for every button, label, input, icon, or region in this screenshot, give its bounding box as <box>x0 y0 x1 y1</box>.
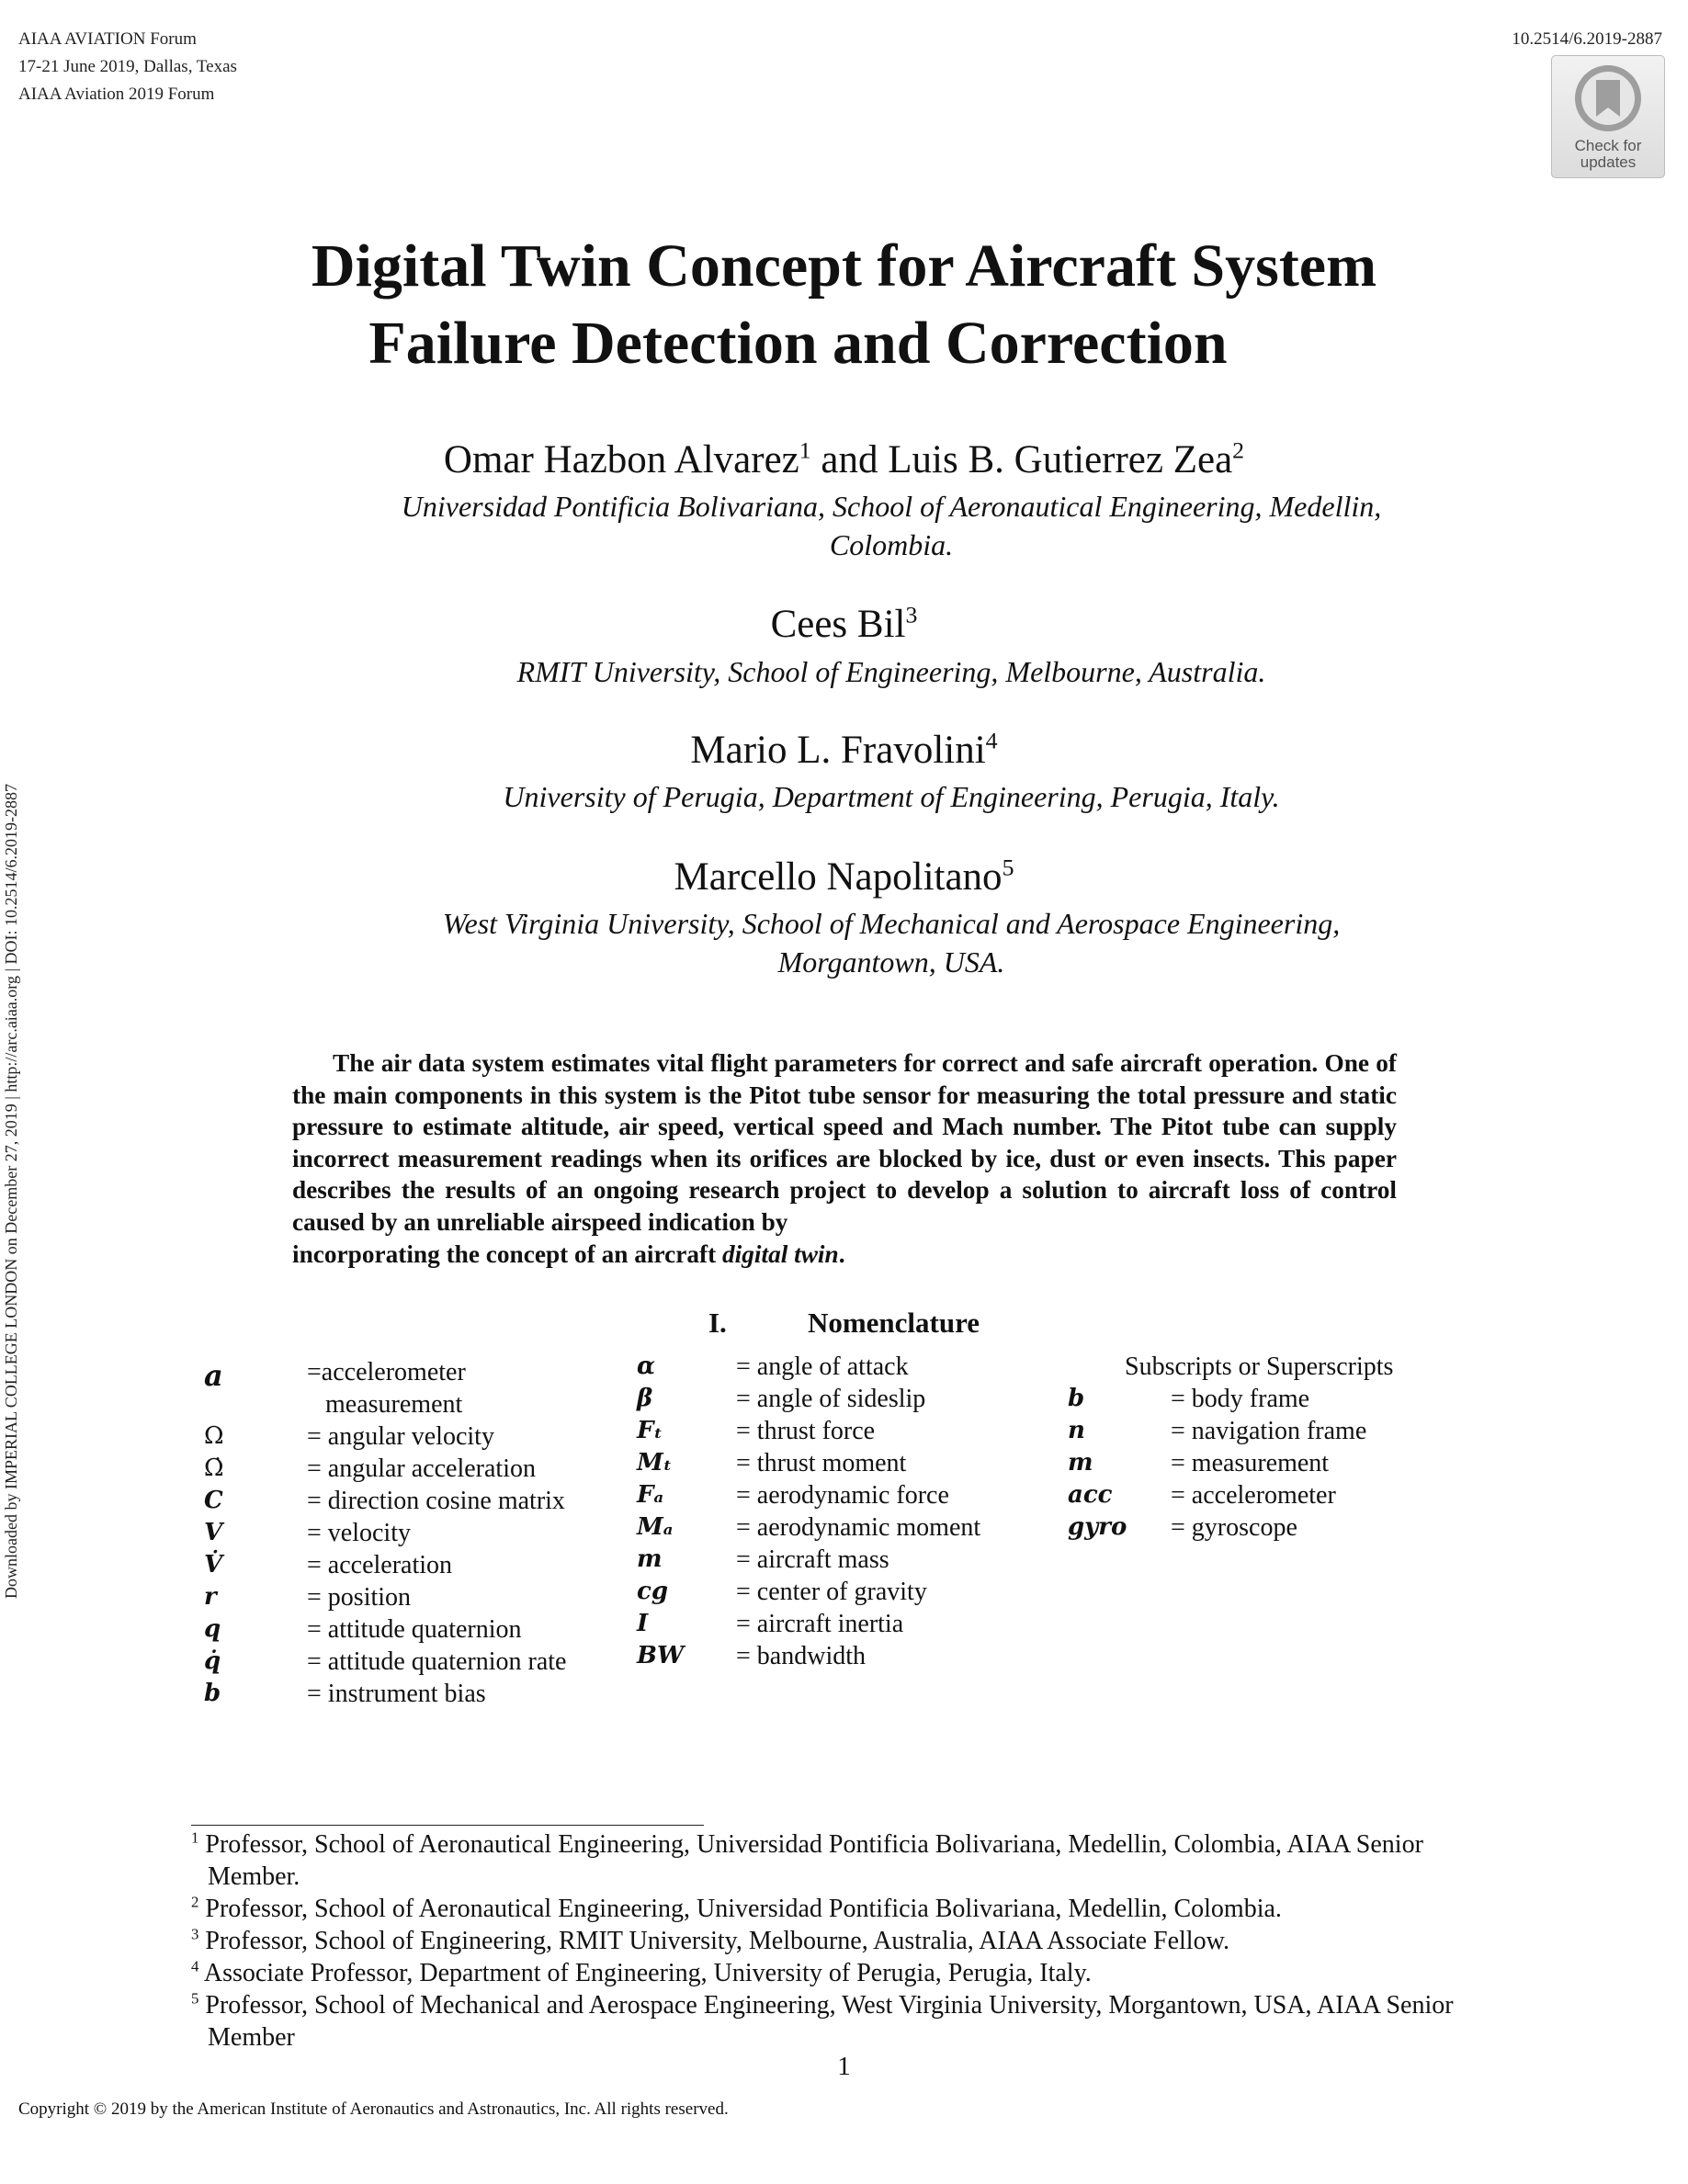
nomenclature-row <box>1068 1449 1490 1481</box>
nomenclature-row <box>204 1680 599 1712</box>
nomenclature-symbol: cg <box>637 1578 669 1605</box>
nomenclature-symbol: m <box>637 1545 663 1573</box>
nomenclature-description: = aerodynamic force <box>736 1481 949 1510</box>
conference-header <box>18 26 237 108</box>
footnote-text: Professor, School of Mechanical and Aerospace Engineering, West Virginia University, Morgantown, USA, AIAA Senior Member <box>198 1991 1454 2052</box>
nomenclature-description: = attitude quaternion <box>307 1615 522 1644</box>
page-number: 1 <box>837 2052 851 2081</box>
nomenclature-description: = body frame <box>1171 1385 1310 1413</box>
nomenclature-symbol: q <box>204 1615 221 1643</box>
nomenclature-row <box>637 1610 1032 1642</box>
footnote-number: 3 <box>191 1925 199 1943</box>
nomenclature-description: = angular acceleration <box>307 1454 536 1483</box>
conference-dates: 17-21 June 2019, Dallas, Texas <box>18 57 237 76</box>
paper-title <box>0 228 1688 382</box>
nomenclature-row <box>637 1545 1032 1578</box>
nomenclature-row <box>1068 1513 1490 1545</box>
nomenclature-symbol: b <box>204 1680 221 1707</box>
nomenclature-symbol: α <box>637 1352 656 1380</box>
footnote <box>191 1957 1496 1989</box>
nomenclature-symbol: Ω <box>204 1422 224 1450</box>
title-line-2: Failure Detection and Correction <box>368 310 1228 377</box>
nomenclature-symbol: I <box>637 1610 649 1637</box>
title-line-1: Digital Twin Concept for Aircraft System <box>311 232 1377 300</box>
nomenclature-symbol: BW <box>637 1642 685 1669</box>
author-name: Cees Bil <box>770 603 906 646</box>
nomenclature-description: = center of gravity <box>736 1578 927 1606</box>
abstract-emphasis: digital twin <box>722 1239 839 1268</box>
footnote-number: 1 <box>191 1828 199 1847</box>
nomenclature-row <box>637 1578 1032 1610</box>
nomenclature-row <box>204 1551 599 1583</box>
nomenclature-symbol: β <box>637 1385 653 1412</box>
affiliation-line: Morgantown, USA. <box>777 945 1005 979</box>
section-title: Nomenclature <box>807 1307 980 1339</box>
affiliation-line: RMIT University, School of Engineering, Melbourne, Australia. <box>516 655 1266 688</box>
affiliation-line: University of Perugia, Department of Engineering, Perugia, Italy. <box>503 780 1280 813</box>
author-sup: 3 <box>905 601 918 628</box>
footnote <box>191 1828 1496 1893</box>
author-sup: 5 <box>1002 854 1014 881</box>
author-line-4 <box>0 854 1688 900</box>
affiliation-4 <box>276 904 1507 981</box>
nomenclature-description: = aircraft inertia <box>736 1610 904 1638</box>
nomenclature-description: = velocity <box>307 1519 411 1547</box>
footnote-text: Professor, School of Aeronautical Engineering, Universidad Pontificia Bolivariana, Medellin, Colombia, AIAA Senior Member. <box>198 1830 1423 1891</box>
footnote-number: 5 <box>191 1989 199 2008</box>
section-number: I. <box>708 1307 727 1339</box>
abstract-body: The air data system estimates vital flight parameters for correct and safe aircraft operation. One of the main components in this system is the Pitot tube sensor for measuring the total pressure and static pressure to estimate altitude, air speed, vertical speed and Mach number. The Pitot tube can supply incorrect measurement readings when its orifices are blocked by ice, dust or even insects. This paper describes the results of an ongoing research project to develop a solution to aircraft loss of control caused by an unreliable airspeed indication by <box>292 1049 1397 1236</box>
abstract-text: . <box>838 1239 845 1268</box>
nomenclature-symbol: q̇ <box>204 1647 221 1675</box>
nomenclature-symbol: Ω̇ <box>204 1454 224 1482</box>
nomenclature-symbol: acc <box>1068 1481 1113 1509</box>
nomenclature-symbol: V <box>204 1519 223 1546</box>
nomenclature-row <box>637 1352 1032 1385</box>
doi-label[interactable]: 10.2514/6.2019-2887 <box>1512 29 1662 49</box>
nomenclature-row <box>204 1358 599 1393</box>
nomenclature-row <box>204 1583 599 1615</box>
abstract-last-line <box>292 1239 1397 1271</box>
nomenclature-symbol: gyro <box>1068 1513 1127 1541</box>
nomenclature-symbol: Fₐ <box>637 1481 664 1509</box>
footnote <box>191 1893 1496 1925</box>
affiliation-line: Universidad Pontificia Bolivariana, School of Aeronautical Engineering, Medellin, <box>401 490 1382 523</box>
nomenclature-row <box>204 1422 599 1454</box>
nomenclature-description: = aircraft mass <box>736 1545 889 1574</box>
nomenclature-description: = accelerometer <box>1171 1481 1336 1510</box>
bookmark-icon <box>1573 63 1643 133</box>
nomenclature-description: = aerodynamic moment <box>736 1513 981 1542</box>
nomenclature-symbol: Fₜ <box>637 1417 663 1444</box>
author-sup: 1 <box>799 436 811 464</box>
affiliation-line: Colombia. <box>829 528 954 561</box>
section-heading <box>0 1307 1688 1340</box>
author-line-3 <box>0 728 1688 773</box>
conference-name: AIAA AVIATION Forum <box>18 29 197 49</box>
nomenclature-description: = attitude quaternion rate <box>307 1647 567 1676</box>
nomenclature-symbol: V̇ <box>204 1551 223 1579</box>
nomenclature-description: = measurement <box>1171 1449 1330 1477</box>
nomenclature-symbol: m <box>1068 1449 1093 1477</box>
abstract-text: incorporating the concept of an aircraft <box>292 1239 723 1268</box>
author-name: Omar Hazbon Alvarez <box>443 438 799 481</box>
badge-line2: updates <box>1580 153 1637 171</box>
nomenclature-description: measurement <box>325 1390 463 1419</box>
nomenclature-description: = direction cosine matrix <box>307 1487 565 1515</box>
download-sidebar: Downloaded by IMPERIAL COLLEGE LONDON on December 27, 2019 | http://arc.aiaa.org | DOI: 10.2514/6.2019-2887 <box>2 783 20 1599</box>
abstract <box>292 1047 1397 1270</box>
nomenclature-column-3 <box>1068 1352 1490 1545</box>
nomenclature-column-1 <box>204 1358 599 1712</box>
nomenclature-description: =accelerometer <box>307 1358 466 1386</box>
nomenclature-row <box>637 1417 1032 1449</box>
author-name: and Luis B. Gutierrez Zea <box>810 438 1233 481</box>
footnote-rule <box>191 1825 704 1826</box>
check-for-updates-badge[interactable] <box>1551 55 1665 178</box>
nomenclature-description: = angle of sideslip <box>736 1385 926 1413</box>
nomenclature-row <box>637 1642 1032 1674</box>
conference-forum: AIAA Aviation 2019 Forum <box>18 85 215 104</box>
nomenclature-symbol: r <box>204 1583 217 1611</box>
affiliation-2 <box>276 652 1507 691</box>
nomenclature-row <box>637 1385 1032 1417</box>
footnote <box>191 1925 1496 1957</box>
affiliation-line: West Virginia University, School of Mechanical and Aerospace Engineering, <box>442 907 1341 940</box>
affiliation-3 <box>276 777 1507 816</box>
subscripts-list <box>1068 1385 1490 1545</box>
nomenclature-symbol: n <box>1068 1417 1085 1444</box>
affiliation-1 <box>276 487 1507 564</box>
nomenclature-row <box>204 1615 599 1647</box>
nomenclature-row <box>204 1647 599 1680</box>
nomenclature-description: = bandwidth <box>736 1642 866 1670</box>
nomenclature-row <box>637 1513 1032 1545</box>
nomenclature-symbol: b <box>1068 1385 1085 1412</box>
footnotes <box>191 1828 1496 2054</box>
author-sup: 2 <box>1232 436 1245 464</box>
author-name: Marcello Napolitano <box>674 855 1003 899</box>
nomenclature-description: = acceleration <box>307 1551 453 1579</box>
nomenclature-symbol: a <box>204 1358 223 1393</box>
nomenclature-symbol: C <box>204 1487 223 1514</box>
author-line-1 <box>0 437 1688 482</box>
nomenclature-row <box>637 1481 1032 1513</box>
footnote-number: 4 <box>191 1957 199 1975</box>
nomenclature-symbol: Mₜ <box>637 1449 673 1477</box>
author-line-2 <box>0 602 1688 647</box>
footnote <box>191 1989 1496 2054</box>
footnote-text: Professor, School of Engineering, RMIT University, Melbourne, Australia, AIAA Associate Fellow. <box>198 1927 1229 1955</box>
nomenclature-row <box>204 1390 599 1422</box>
nomenclature-column-2 <box>637 1352 1032 1674</box>
author-sup: 4 <box>985 727 998 754</box>
author-name: Mario L. Fravolini <box>690 729 986 772</box>
footnote-text: Professor, School of Aeronautical Engineering, Universidad Pontificia Bolivariana, Medellin, Colombia. <box>198 1895 1282 1923</box>
subscripts-heading: Subscripts or Superscripts <box>1125 1352 1394 1381</box>
nomenclature-description: = angle of attack <box>736 1352 909 1381</box>
nomenclature-row <box>204 1487 599 1519</box>
nomenclature-row <box>204 1519 599 1551</box>
footnote-text: Associate Professor, Department of Engineering, University of Perugia, Perugia, Italy. <box>198 1959 1092 1987</box>
nomenclature-row <box>204 1454 599 1487</box>
nomenclature-symbol: Mₐ <box>637 1513 674 1541</box>
nomenclature-description: = gyroscope <box>1171 1513 1297 1542</box>
nomenclature-description: = angular velocity <box>307 1422 494 1451</box>
nomenclature-description: = thrust force <box>736 1417 876 1445</box>
copyright-notice: Copyright © 2019 by the American Institute of Aeronautics and Astronautics, Inc. All rights reserved. <box>18 2099 729 2119</box>
nomenclature-description: = instrument bias <box>307 1680 486 1708</box>
nomenclature-row <box>637 1449 1032 1481</box>
nomenclature-description: = position <box>307 1583 412 1612</box>
nomenclature-row <box>1068 1385 1490 1417</box>
nomenclature-description: = navigation frame <box>1171 1417 1367 1445</box>
nomenclature-row <box>1068 1481 1490 1513</box>
nomenclature-description: = thrust moment <box>736 1449 907 1477</box>
nomenclature-row <box>1068 1417 1490 1449</box>
footnote-number: 2 <box>191 1893 199 1911</box>
badge-line1: Check for <box>1574 137 1642 154</box>
